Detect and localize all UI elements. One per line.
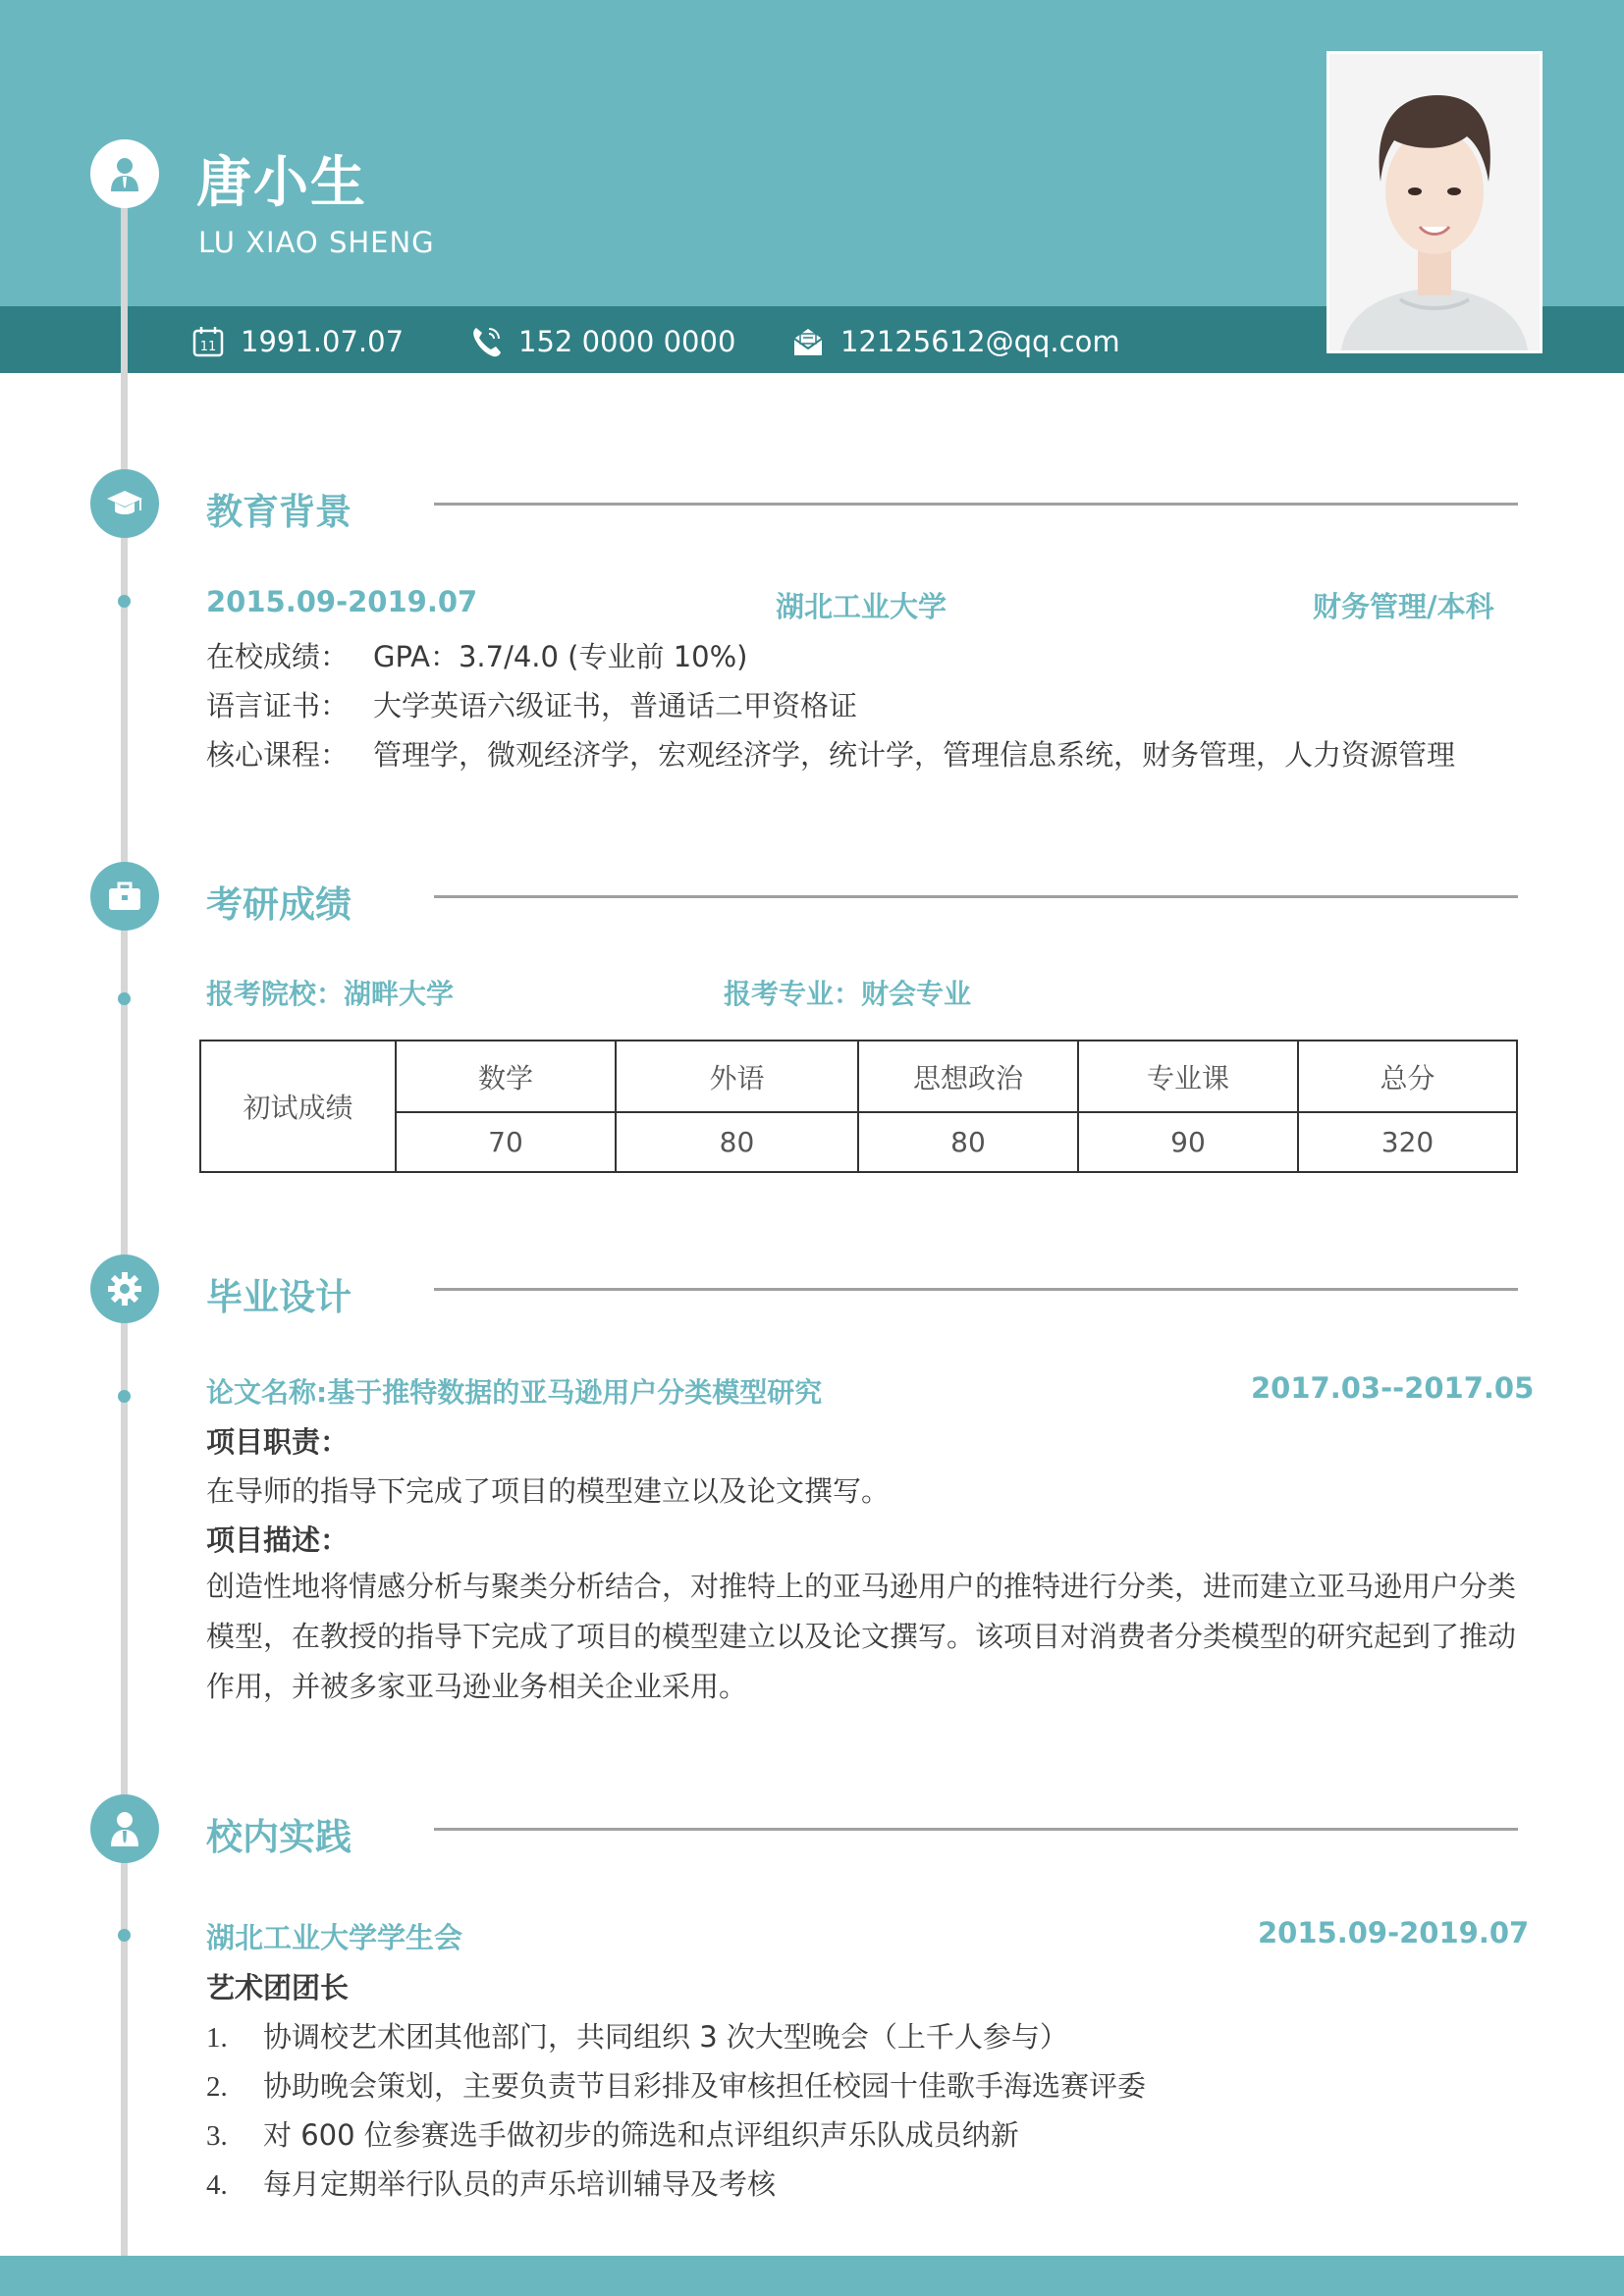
timeline-dot (118, 1929, 131, 1942)
timeline-dot (118, 1390, 131, 1403)
practice-period: 2015.09-2019.07 (1258, 1916, 1530, 1949)
score-value: 80 (616, 1112, 858, 1172)
score-header: 数学 (396, 1041, 616, 1112)
gear-icon (90, 1255, 159, 1323)
svg-text:11: 11 (199, 340, 217, 354)
score-header: 总分 (1298, 1041, 1517, 1112)
timeline-dot (118, 992, 131, 1005)
score-header: 专业课 (1078, 1041, 1298, 1112)
score-header: 思想政治 (858, 1041, 1078, 1112)
briefcase-icon (90, 862, 159, 931)
timeline-dot (118, 595, 131, 608)
practice-role: 艺术团团长 (206, 1971, 350, 2004)
list-item: 2. 协助晚会策划，主要负责节目彩排及审核担任校园十佳歌手海选赛评委 (206, 2069, 1147, 2103)
thesis-duty-label: 项目职责： (206, 1425, 350, 1459)
list-item: 4. 每月定期举行队员的声乐培训辅导及考核 (206, 2167, 777, 2201)
birth-date: 1991.07.07 (241, 325, 405, 358)
phone-icon (469, 325, 503, 358)
mail-icon (791, 325, 825, 358)
section-title-practice: 校内实践 (206, 1816, 352, 1858)
calendar-icon (191, 325, 225, 358)
list-item: 1. 协调校艺术团其他部门，共同组织 3 次大型晚会（上千人参与） (206, 2020, 1068, 2054)
exam-target-major: 报考专业：财会专业 (724, 978, 972, 1010)
section-divider (434, 503, 1518, 506)
education-row-certificates: 语言证书： 大学英语六级证书，普通话二甲资格证 (206, 689, 858, 722)
education-row-gpa: 在校成绩： GPA：3.7/4.0 (专业前 10%) (206, 640, 748, 673)
section-title-thesis: 毕业设计 (206, 1276, 352, 1318)
section-title-exam: 考研成绩 (206, 883, 352, 926)
section-divider (434, 1288, 1518, 1291)
exam-score-table (199, 1040, 1518, 1173)
practice-organization: 湖北工业大学学生会 (206, 1921, 463, 1954)
score-value: 80 (858, 1112, 1078, 1172)
score-value: 90 (1078, 1112, 1298, 1172)
thesis-duty: 在导师的指导下完成了项目的模型建立以及论文撰写。 (206, 1474, 891, 1508)
resume-name-pinyin: LU XIAO SHENG (198, 226, 435, 259)
score-value: 70 (396, 1112, 616, 1172)
score-header: 外语 (616, 1041, 858, 1112)
resume-name: 唐小生 (196, 151, 367, 215)
education-school: 湖北工业大学 (776, 590, 947, 623)
section-divider (434, 895, 1518, 898)
person-tie-icon (90, 1794, 159, 1863)
person-icon (90, 139, 159, 208)
section-title-education: 教育背景 (206, 491, 352, 533)
graduation-cap-icon (90, 469, 159, 538)
contact-birth (191, 322, 404, 361)
thesis-name: 论文名称:基于推特数据的亚马逊用户分类模型研究 (206, 1376, 823, 1409)
education-period: 2015.09-2019.07 (206, 585, 478, 618)
thesis-desc-label: 项目描述： (206, 1523, 350, 1557)
contact-phone (469, 322, 735, 361)
exam-target-school: 报考院校：湖畔大学 (206, 978, 455, 1010)
thesis-period: 2017.03--2017.05 (1251, 1371, 1535, 1405)
email-address: 12125612@qq.com (840, 325, 1120, 358)
education-row-courses: 核心课程： 管理学，微观经济学，宏观经济学，统计学，管理信息系统，财务管理，人力资源管理 (206, 738, 1456, 772)
education-major: 财务管理/本科 (1313, 590, 1494, 623)
contact-email (791, 322, 1120, 361)
profile-photo (1326, 51, 1543, 353)
thesis-description: 创造性地将情感分析与聚类分析结合，对推特上的亚马逊用户的推特进行分类，进而建立亚马逊用户分类模型，在教授的指导下完成了项目的模型建立以及论文撰写。该项目对消费者分类模型的研究起到了推动作用，并被多家亚马逊业务相关企业采用。 (206, 1570, 1517, 1703)
score-row-label: 初试成绩 (200, 1041, 396, 1172)
section-divider (434, 1828, 1518, 1831)
list-item: 3. 对 600 位参赛选手做初步的筛选和点评组织声乐队成员纳新 (206, 2118, 1019, 2152)
score-value: 320 (1298, 1112, 1517, 1172)
phone-number: 152 0000 0000 (518, 325, 736, 358)
footer-bar (0, 2256, 1624, 2296)
